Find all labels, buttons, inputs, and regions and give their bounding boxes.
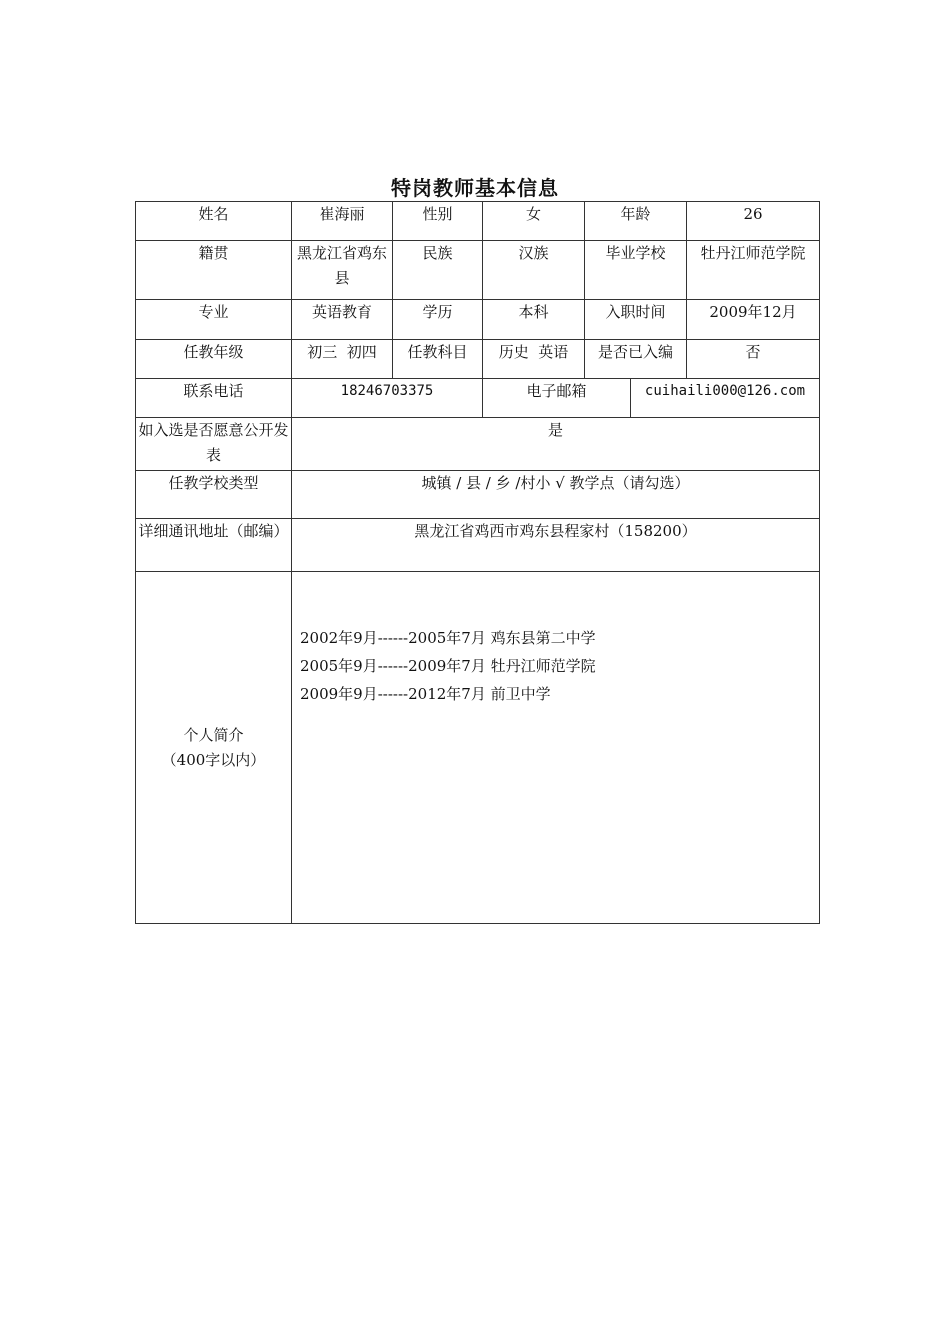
bio-entry: 2005年9月------2009年7月 牡丹江师范学院: [300, 657, 596, 675]
table-row: [136, 471, 820, 519]
table-row: [136, 340, 820, 379]
table-row: [136, 300, 820, 340]
school-type-value: 城镇 / 县 / 乡 /村小 √ 教学点（请勾选）: [292, 471, 820, 519]
address-value: 黑龙江省鸡西市鸡东县程家村（158200）: [292, 519, 820, 572]
email-label: 电子邮箱: [483, 379, 631, 418]
gender-label: 性别: [393, 202, 483, 241]
publish-consent-label: 如入选是否愿意公开发表: [136, 418, 292, 471]
ethnicity-label: 民族: [393, 241, 483, 300]
entry-time-value: 2009年12月: [687, 300, 820, 340]
on-staff-label: 是否已入编: [585, 340, 687, 379]
teacher-info-table: [135, 201, 820, 924]
table-row: [136, 202, 820, 241]
email-value: cuihaili000@126.com: [631, 379, 820, 418]
table-row: [136, 519, 820, 572]
education-label: 学历: [393, 300, 483, 340]
phone-value: 18246703375: [292, 379, 483, 418]
teaching-subject-label: 任教科目: [393, 340, 483, 379]
publish-consent-value: 是: [292, 418, 820, 471]
table-row: [136, 418, 820, 471]
address-label: 详细通讯地址（邮编）: [136, 519, 292, 572]
table-row: [136, 241, 820, 300]
name-label: 姓名: [136, 202, 292, 241]
age-label: 年龄: [585, 202, 687, 241]
teaching-grade-label: 任教年级: [136, 340, 292, 379]
education-value: 本科: [483, 300, 585, 340]
major-label: 专业: [136, 300, 292, 340]
bio-label-cell: [136, 572, 292, 924]
graduate-school-value: 牡丹江师范学院: [687, 241, 820, 300]
bio-entry: 2002年9月------2005年7月 鸡东县第二中学: [300, 629, 596, 647]
table-row: [136, 572, 820, 924]
school-type-label: 任教学校类型: [136, 471, 292, 519]
bio-limit-label: （400字以内）: [161, 750, 266, 769]
entry-time-label: 入职时间: [585, 300, 687, 340]
bio-entry: 2009年9月------2012年7月 前卫中学: [300, 685, 551, 703]
graduate-school-label: 毕业学校: [585, 241, 687, 300]
teaching-subject-value: 历史 英语: [483, 340, 585, 379]
table-row: [136, 379, 820, 418]
name-value: 崔海丽: [292, 202, 393, 241]
ethnicity-value: 汉族: [483, 241, 585, 300]
gender-value: 女: [483, 202, 585, 241]
native-place-value: 黑龙江省鸡东县: [292, 241, 393, 300]
teaching-grade-value: 初三 初四: [292, 340, 393, 379]
bio-content: [292, 572, 820, 924]
page-title: 特岗教师基本信息: [391, 176, 559, 200]
native-place-label: 籍贯: [136, 241, 292, 300]
on-staff-value: 否: [687, 340, 820, 379]
phone-label: 联系电话: [136, 379, 292, 418]
bio-label: 个人简介: [183, 725, 244, 744]
major-value: 英语教育: [292, 300, 393, 340]
age-value: 26: [687, 202, 820, 241]
